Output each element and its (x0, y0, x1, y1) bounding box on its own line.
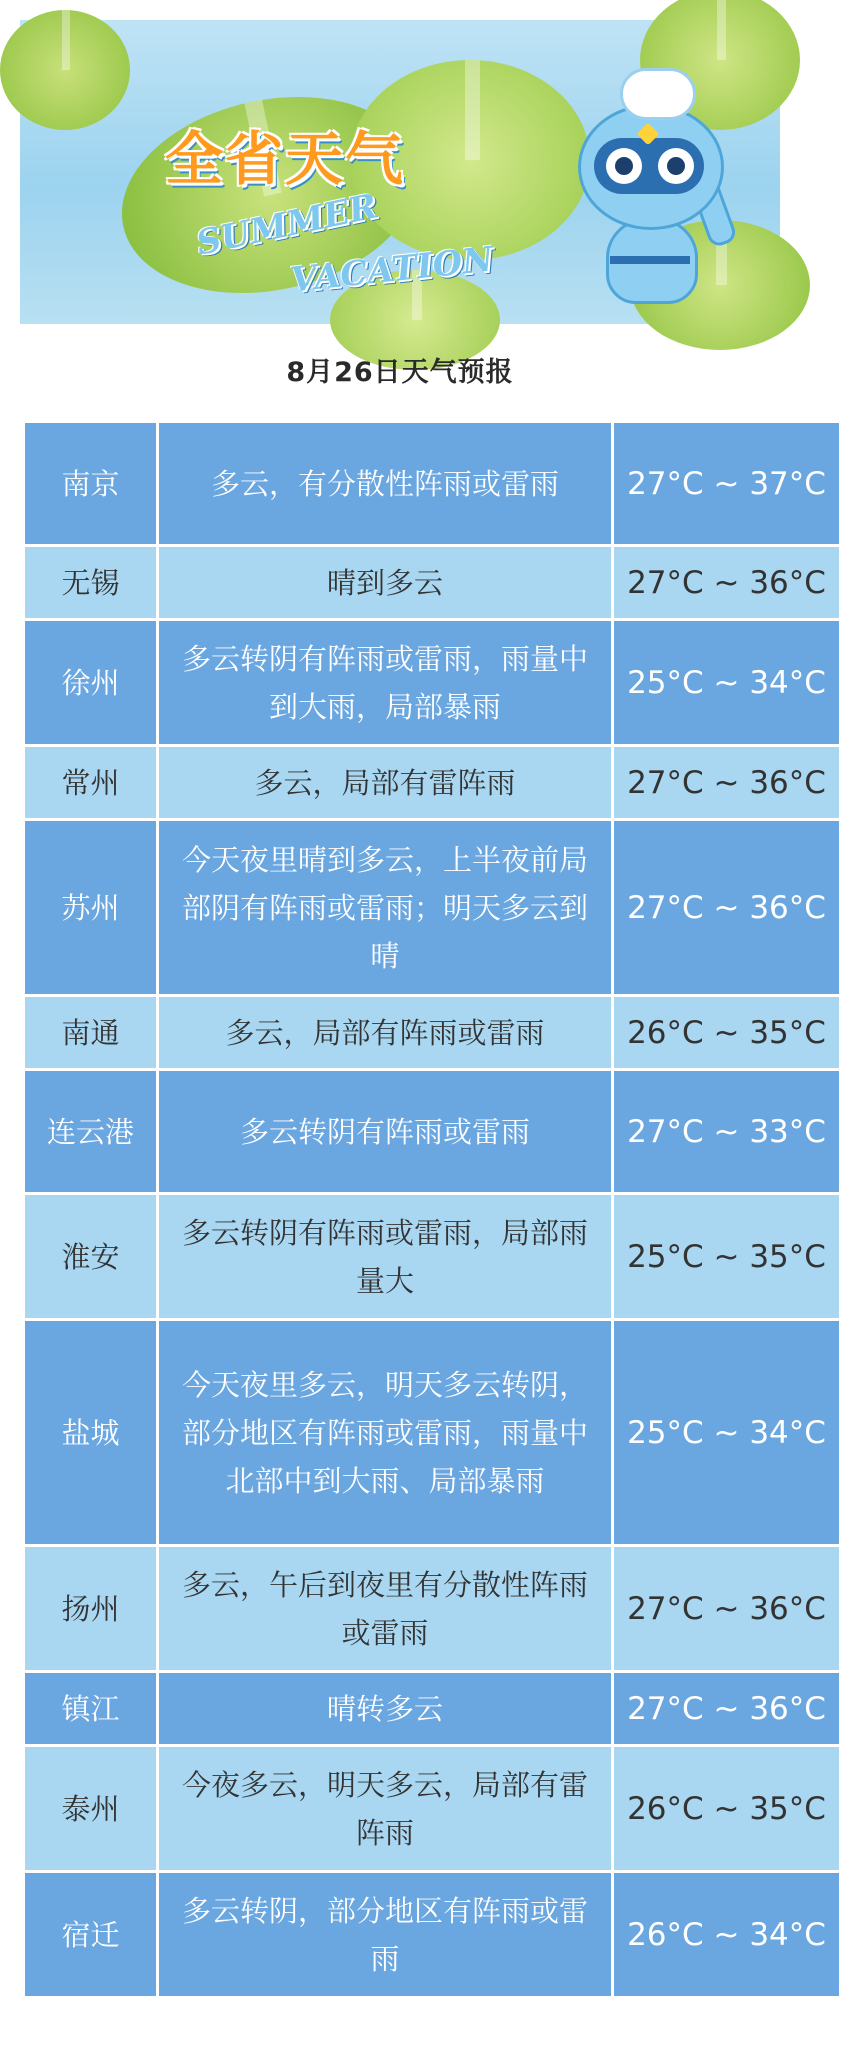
header-banner (20, 20, 780, 324)
banner-title: 全省天气 (165, 125, 406, 193)
table-row (24, 546, 841, 620)
weather-cell: 多云转阴，部分地区有阵雨或雷雨 (158, 1872, 613, 1998)
temperature-cell: 26°C ~ 35°C (613, 996, 841, 1070)
mascot-cloud-hat (620, 68, 696, 120)
temperature-cell: 25°C ~ 35°C (613, 1194, 841, 1320)
weather-cell: 多云，局部有雷阵雨 (158, 746, 613, 820)
city-cell: 镇江 (24, 1672, 158, 1746)
banner-subtitle-line1: SUMMER (192, 186, 381, 264)
temperature-cell: 25°C ~ 34°C (613, 620, 841, 746)
weather-cell: 晴转多云 (158, 1672, 613, 1746)
mascot-pupil (615, 157, 633, 175)
temperature-cell: 27°C ~ 36°C (613, 1672, 841, 1746)
table-row (24, 1746, 841, 1872)
table-row (24, 996, 841, 1070)
weather-cell: 今天夜里多云，明天多云转阴，部分地区有阵雨或雷雨，雨量中北部中到大雨、局部暴雨 (158, 1320, 613, 1546)
table-row (24, 820, 841, 996)
temperature-cell: 26°C ~ 34°C (613, 1872, 841, 1998)
table-row (24, 746, 841, 820)
city-cell: 常州 (24, 746, 158, 820)
table-row (24, 1070, 841, 1194)
mascot-eye (658, 148, 694, 184)
temperature-cell: 27°C ~ 36°C (613, 746, 841, 820)
forecast-title: 8月26日天气预报 (286, 357, 514, 388)
city-cell: 南通 (24, 996, 158, 1070)
city-cell: 泰州 (24, 1746, 158, 1872)
city-cell: 南京 (24, 422, 158, 546)
city-cell: 连云港 (24, 1070, 158, 1194)
city-cell: 盐城 (24, 1320, 158, 1546)
temperature-cell: 26°C ~ 35°C (613, 1746, 841, 1872)
lily-pad-image (0, 10, 130, 130)
weather-cell: 多云，有分散性阵雨或雷雨 (158, 422, 613, 546)
mascot-belt (610, 256, 690, 264)
banner-subtitle-line2: VACATION (288, 239, 496, 301)
table-row (24, 422, 841, 546)
table-row (24, 1672, 841, 1746)
weather-cell: 多云转阴有阵雨或雷雨，雨量中到大雨，局部暴雨 (158, 620, 613, 746)
temperature-cell: 27°C ~ 37°C (613, 422, 841, 546)
mascot-pupil (667, 157, 685, 175)
forecast-table (22, 420, 842, 1999)
city-cell: 无锡 (24, 546, 158, 620)
table-row (24, 1872, 841, 1998)
weather-cell: 今夜多云，明天多云，局部有雷阵雨 (158, 1746, 613, 1872)
weather-cell: 多云，局部有阵雨或雷雨 (158, 996, 613, 1070)
temperature-cell: 27°C ~ 33°C (613, 1070, 841, 1194)
city-cell: 宿迁 (24, 1872, 158, 1998)
temperature-cell: 25°C ~ 34°C (613, 1320, 841, 1546)
temperature-cell: 27°C ~ 36°C (613, 1546, 841, 1672)
table-row (24, 620, 841, 746)
weather-cell: 多云，午后到夜里有分散性阵雨或雷雨 (158, 1546, 613, 1672)
weather-cell: 今天夜里晴到多云，上半夜前局部阴有阵雨或雷雨；明天多云到晴 (158, 820, 613, 996)
temperature-cell: 27°C ~ 36°C (613, 546, 841, 620)
city-cell: 苏州 (24, 820, 158, 996)
mascot-illustration (550, 68, 740, 308)
weather-cell: 多云转阴有阵雨或雷雨 (158, 1070, 613, 1194)
city-cell: 徐州 (24, 620, 158, 746)
mascot-eye (606, 148, 642, 184)
table-row (24, 1546, 841, 1672)
city-cell: 淮安 (24, 1194, 158, 1320)
table-row (24, 1320, 841, 1546)
city-cell: 扬州 (24, 1546, 158, 1672)
temperature-cell: 27°C ~ 36°C (613, 820, 841, 996)
weather-cell: 多云转阴有阵雨或雷雨，局部雨量大 (158, 1194, 613, 1320)
table-row (24, 1194, 841, 1320)
weather-cell: 晴到多云 (158, 546, 613, 620)
